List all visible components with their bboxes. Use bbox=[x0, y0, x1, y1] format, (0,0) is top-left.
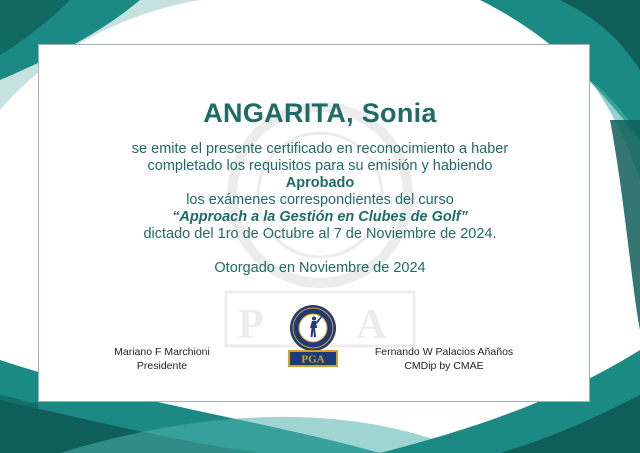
body-line-3: los exámenes correspondientes del curso bbox=[186, 192, 454, 208]
signatory-right bbox=[344, 345, 544, 373]
signatory-title: Presidente bbox=[136, 360, 188, 372]
awarded-date: Otorgado en Noviembre de 2024 bbox=[214, 260, 426, 276]
recipient-name: ANGARITA, Sonia bbox=[203, 98, 437, 128]
signatory-name: Fernando W Palacios Añaños bbox=[374, 346, 514, 358]
body-line-2: completado los requisitos para su emisión y habiendo bbox=[147, 158, 493, 174]
signatory-left bbox=[100, 345, 224, 373]
pga-logo-text: PGA bbox=[301, 353, 325, 366]
pga-logo bbox=[287, 304, 339, 368]
course-title: “Approach a la Gestión en Clubes de Golf” bbox=[172, 209, 468, 225]
course-dates: dictado del 1ro de Octubre al 7 de Noviembre de 2024. bbox=[143, 226, 497, 242]
signatory-title: CMDip by CMAE bbox=[404, 360, 484, 372]
signatory-name: Mariano F Marchioni bbox=[114, 346, 210, 358]
body-line-1: se emite el presente certificado en reconocimiento a haber bbox=[131, 141, 509, 157]
approval-status: Aprobado bbox=[285, 175, 355, 191]
